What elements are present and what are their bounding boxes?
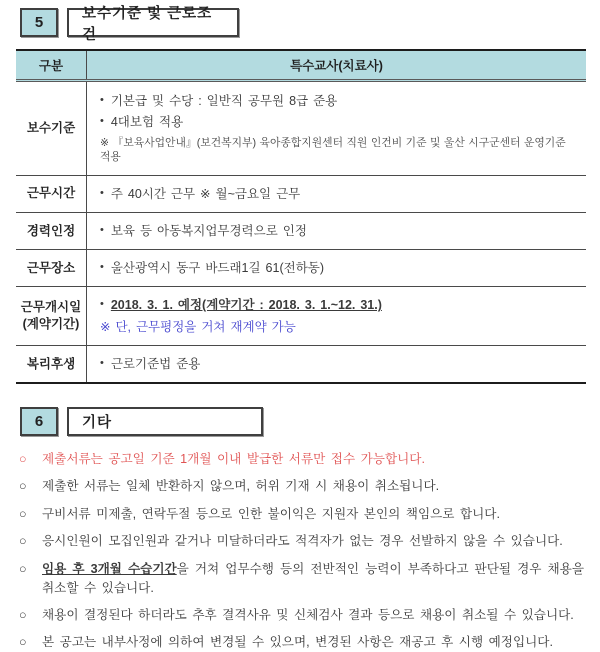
- row-label: 보수기준: [26, 120, 76, 135]
- row-label: 근무개시일 (계약기간): [20, 300, 82, 332]
- notice-item: [19, 560, 584, 598]
- row-label: 근무장소: [26, 260, 76, 275]
- notice-text: [42, 560, 584, 598]
- section-6-number: 6: [34, 413, 44, 431]
- recontract-note: ※ 단, 근무평정을 거쳐 재계약 가능: [100, 319, 296, 334]
- section-6-header: [20, 407, 586, 436]
- section-6-title-box: [67, 407, 263, 436]
- section-5-number: 5: [34, 14, 44, 31]
- row-content: [86, 346, 586, 382]
- circle-bullet-icon: ○: [19, 534, 27, 549]
- content-line: [100, 356, 578, 372]
- circle-bullet-icon: ○: [19, 479, 27, 494]
- bullet-dot-icon: •: [100, 356, 104, 369]
- table-header-row: [16, 51, 586, 82]
- notice-text: 채용이 결정된다 하더라도 추후 결격사유 및 신체검사 결과 등으로 채용이 취소될 수 있습니다.: [42, 607, 574, 622]
- table-row-pay: [16, 82, 586, 176]
- notice-text: 제출서류는 공고일 기준 1개월 이내 발급한 서류만 접수 가능합니다.: [42, 452, 425, 467]
- table-row-career: [16, 213, 586, 250]
- row-content: [86, 250, 586, 286]
- row-label: 복리후생: [26, 356, 76, 371]
- notice-text: 본 공고는 내부사정에 의하여 변경될 수 있으며, 변경된 사항은 재공고 후 시행 예정입니다.: [42, 635, 553, 650]
- section-5-header: [20, 5, 586, 43]
- notice-item: [19, 633, 584, 652]
- content-text: 주 40시간 근무 ※ 월~금요일 근무: [110, 186, 301, 201]
- content-text: 기본급 및 수당 : 일반직 공무원 8급 준용: [110, 94, 338, 108]
- content-text: 4대보험 적용: [110, 115, 184, 130]
- row-content: [86, 176, 586, 212]
- notice-text: 제출한 서류는 일체 반환하지 않으며, 허위 기재 시 채용이 취소됩니다.: [42, 479, 440, 494]
- table-row-location: [16, 250, 586, 287]
- section-6-number-badge: [20, 407, 58, 436]
- content-text: 근로기준법 준용: [110, 356, 201, 371]
- circle-bullet-icon: ○: [19, 561, 27, 576]
- row-label: 경력인정: [26, 223, 76, 238]
- content-line: [100, 93, 578, 109]
- content-line: [100, 186, 578, 202]
- content-line: [100, 223, 578, 239]
- contract-period-text: 2018. 3. 1. 예정(계약기간 : 2018. 3. 1.~12. 31.): [110, 298, 382, 313]
- compensation-conditions-table: [16, 49, 586, 384]
- table-row-hours: [16, 176, 586, 213]
- table-row-start-date: [16, 287, 586, 346]
- content-text: 보육 등 아동복지업무경력으로 인정: [110, 223, 307, 238]
- bullet-dot-icon: •: [100, 261, 104, 274]
- header-cell-category: 구분: [38, 59, 64, 73]
- notice-text-rest: 을 거쳐 업무수행 등의 전반적인 능력이 부족하다고 판단될 경우 채용을 취소할 수 있습니다.: [42, 561, 584, 595]
- content-line: [100, 114, 578, 130]
- notice-item: [19, 477, 584, 496]
- bullet-dot-icon: •: [100, 223, 104, 236]
- notice-text: 구비서류 미제출, 연락두절 등으로 인한 불이익은 지원자 본인의 책임으로 합니다.: [42, 506, 500, 521]
- section-6-title: 기타: [82, 415, 113, 432]
- row-content: [86, 287, 586, 345]
- notice-item: [19, 450, 584, 469]
- notice-list: [16, 450, 586, 652]
- probation-emphasis: 임용 후 3개월 수습기간: [42, 561, 177, 576]
- section-5-title-box: [67, 5, 239, 43]
- row-content: [86, 82, 586, 175]
- section-5-number-badge: [20, 8, 58, 37]
- notice-text: 응시인원이 모집인원과 같거나 미달하더라도 적격자가 없는 경우 선발하지 않을 수 있습니다.: [42, 534, 563, 549]
- row-content: [86, 213, 586, 249]
- notice-item: [19, 606, 584, 625]
- bullet-dot-icon: •: [100, 298, 104, 311]
- notice-item: [19, 505, 584, 524]
- circle-bullet-icon: ○: [19, 506, 27, 521]
- content-line: [100, 260, 578, 276]
- circle-bullet-icon: ○: [19, 452, 27, 467]
- circle-bullet-icon: ○: [19, 607, 27, 622]
- content-text: 울산광역시 동구 바드래1길 61(전하동): [110, 261, 325, 276]
- notice-item: [19, 532, 584, 551]
- row-label: 근무시간: [26, 186, 76, 201]
- bullet-dot-icon: •: [100, 94, 104, 106]
- header-cell-position: 특수교사(치료사): [86, 51, 586, 79]
- content-line: [100, 297, 578, 313]
- section-5-title: 보수기준 및 근로조건: [82, 5, 213, 43]
- bullet-dot-icon: •: [100, 186, 104, 199]
- reference-note: ※ 『보육사업안내』(보건복지부) 육아종합지원센터 직원 인건비 기준 및 울산 시구군센터 운영기준 적용: [100, 136, 566, 163]
- bullet-dot-icon: •: [100, 115, 104, 128]
- table-row-welfare: [16, 346, 586, 382]
- circle-bullet-icon: ○: [19, 635, 27, 650]
